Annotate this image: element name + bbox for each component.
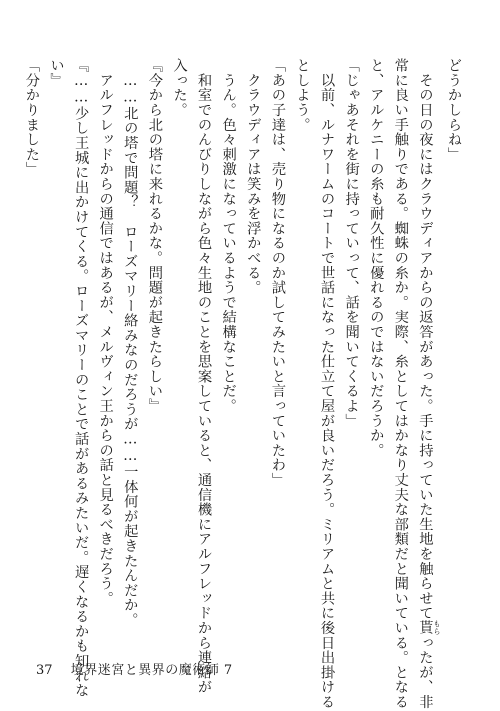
text-line: クラウディアは笑みを浮かべる。 (245, 58, 262, 295)
text-line: 「あの子達は、売り物になるのか試してみたいと言っていたわ」 (269, 58, 286, 488)
text-segment: その日の夜にはクラウディアからの返答があった。手に持っていた生地を触らせて (417, 58, 434, 621)
text-line: 「じゃあそれを街に持っていって、話を聞いてくるよ」 (343, 58, 360, 428)
text-line: ……北の塔で問題？ ローズマリー絡みなのだろうが……一体何が起きたんだか。 (122, 58, 139, 628)
text-line: と、アルケニーの糸も耐久性に優れるのではないだろうか。 (368, 58, 385, 458)
page-number: 37 (36, 663, 53, 678)
ruby-reading: もら (432, 620, 442, 636)
text-line: 「分かりました」 (23, 58, 40, 177)
ruby-base: 貰 (417, 620, 434, 636)
text-line (413, 58, 442, 710)
book-title: 境界迷宮と異界の魔術師 7 (70, 663, 233, 678)
text-line: い』 (48, 58, 65, 88)
text-line: 以前、ルナワームのコートで世話になった仕立て屋が良いだろう。ミリアムと共に後日出掛ける (319, 58, 336, 710)
page-footer (36, 659, 233, 678)
text-line: 『……少し王城に出かけてくる。ローズマリーのことで話があるみたいだ。遅くなるかも知れな (73, 58, 90, 698)
text-line: としよう。 (294, 58, 311, 132)
text-line: 和室でのんびりしながら色々生地のことを思案していると、通信機にアルフレッドから連絡が (196, 58, 213, 695)
text-line: アルフレッドからの通信ではあるが、メルヴィン王からの話と見るべきだろう。 (97, 58, 114, 606)
text-line: 『今から北の塔に来れるかな。問題が起きたらしい』 (146, 58, 163, 414)
ruby-annotation (417, 620, 442, 636)
text-line: 入った。 (171, 58, 188, 118)
text-line: どうかしらね」 (446, 58, 462, 162)
text-segment: ったが、非 (417, 635, 434, 710)
text-line: うん。色々刺激になっているようで結構なことだ。 (220, 58, 237, 414)
text-line: 常に良い手触りである。蜘蛛の糸か。実際、糸としてはかなり丈夫な部類だと聞いている。となる (392, 58, 409, 710)
